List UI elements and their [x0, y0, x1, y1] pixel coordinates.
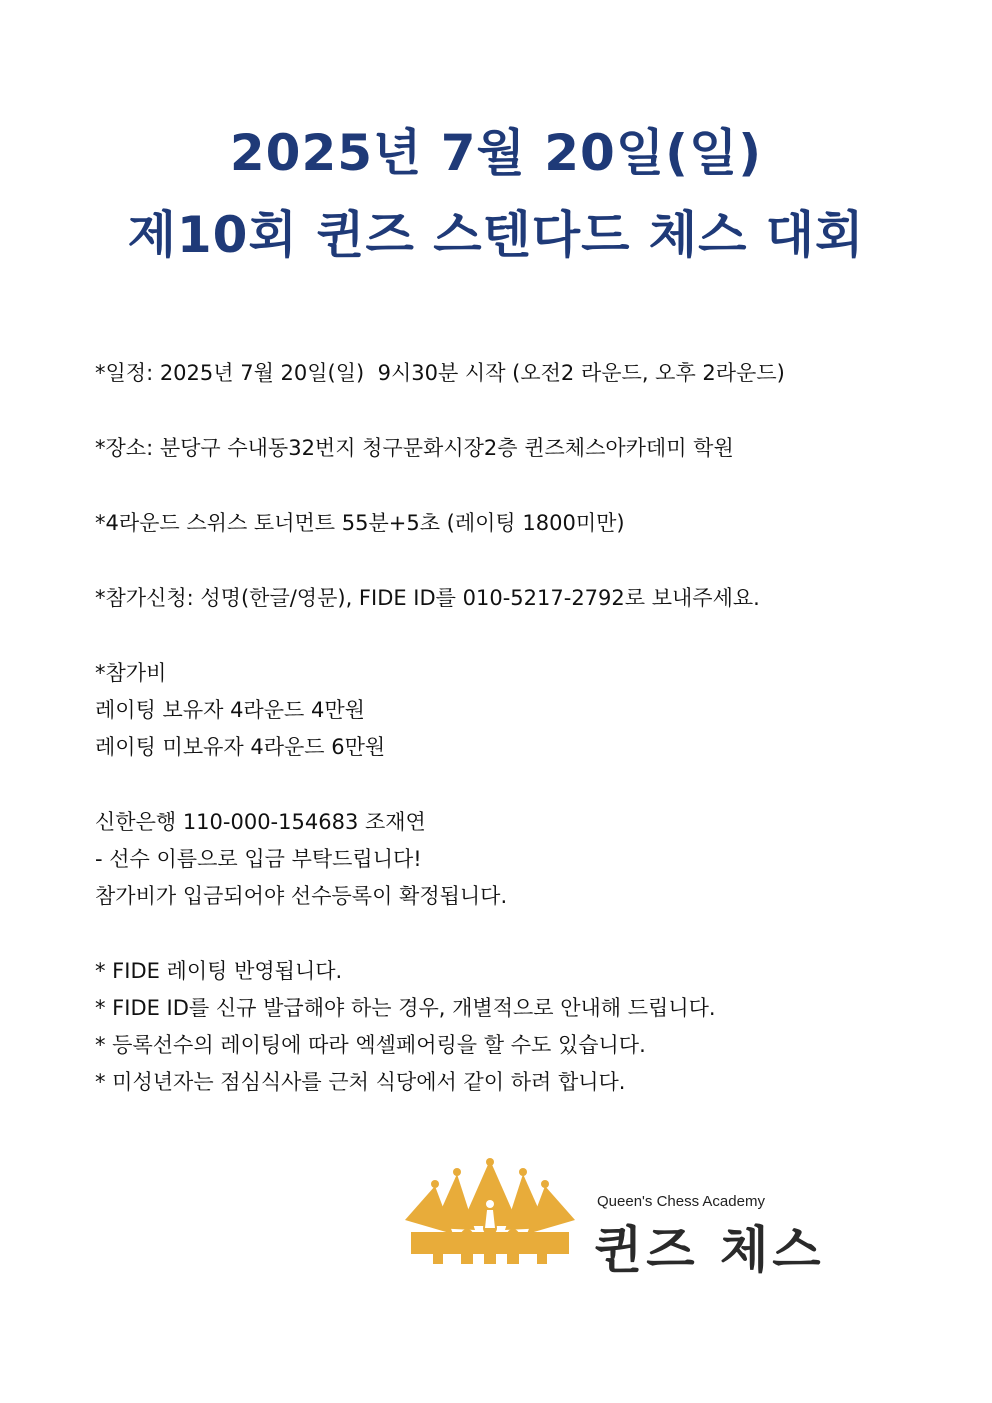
payment-confirm-note: 참가비가 입금되어야 선수등록이 확정됩니다.	[95, 884, 508, 908]
format-text: *4라운드 스위스 토너먼트 55분+5초 (레이팅 1800미만)	[95, 511, 625, 535]
crown-icon	[405, 1158, 575, 1268]
payment-note: - 선수 이름으로 입금 부탁드립니다!	[95, 847, 422, 871]
bank-account: 신한은행 110-000-154683 조재연	[95, 810, 426, 834]
note-pairing: * 등록선수의 레이팅에 따라 엑셀페어링을 할 수도 있습니다.	[95, 1033, 646, 1057]
schedule-text: *일정: 2025년 7월 20일(일) 9시30분 시작 (오전2 라운드, 오후 2라운드)	[95, 361, 785, 385]
flyer-title-event: 제10회 퀸즈 스텐다드 체스 대회	[127, 206, 865, 264]
logo-subtitle: Queen's Chess Academy	[597, 1193, 765, 1210]
note-fide-id: * FIDE ID를 신규 발급해야 하는 경우, 개별적으로 안내해 드립니다.	[95, 996, 716, 1020]
fee-rated: 레이팅 보유자 4라운드 4만원	[95, 698, 365, 722]
note-fide-rating: * FIDE 레이팅 반영됩니다.	[95, 959, 343, 983]
logo-name: 퀸즈 체스	[594, 1221, 825, 1279]
note-lunch: * 미성년자는 점심식사를 근처 식당에서 같이 하려 합니다.	[95, 1070, 626, 1094]
fee-unrated: 레이팅 미보유자 4라운드 6만원	[95, 735, 386, 759]
venue-text: *장소: 분당구 수내동32번지 청구문화시장2층 퀸즈체스아카데미 학원	[95, 436, 734, 460]
fee-heading: *참가비	[95, 661, 167, 685]
registration-text: *참가신청: 성명(한글/영문), FIDE ID를 010-5217-2792로 보내주세요.	[95, 586, 760, 610]
flyer-title-date: 2025년 7월 20일(일)	[229, 124, 763, 182]
